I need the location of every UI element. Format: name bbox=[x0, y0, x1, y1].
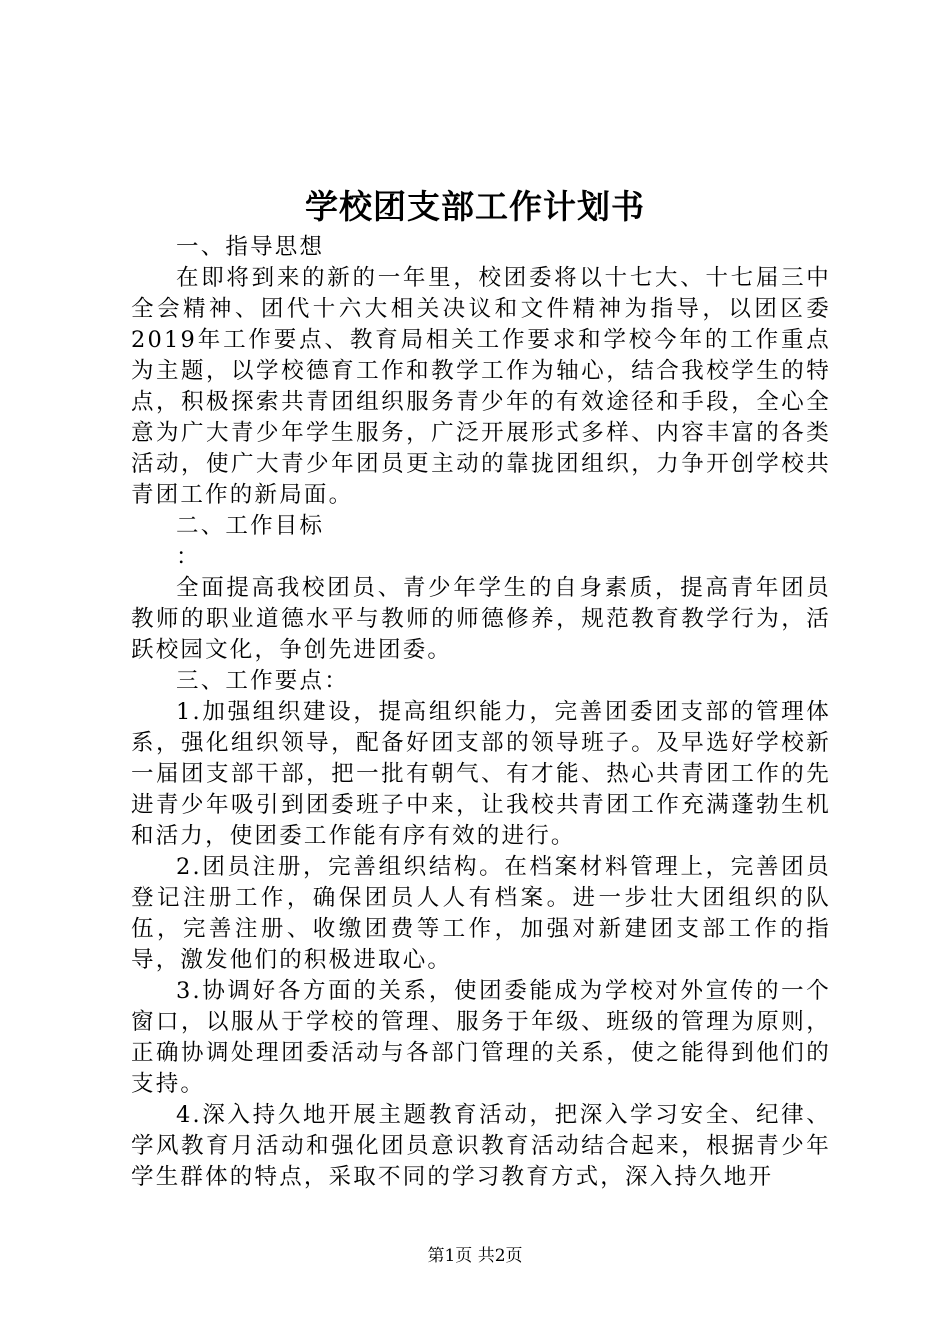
section-heading-guiding-ideology: 一、指导思想 bbox=[176, 234, 325, 260]
paragraph-guiding-ideology: 在即将到来的新的一年里，校团委将以十七大、十七届三中全会精神、团代十六大相关决议和文件精神为指导，以团区委2019年工作要点、教育局相关工作要求和学校今年的工作重点为主题，以学校德育工作和教学工作为轴心，结合我校学生的特点，积极探索共青团组织服务青少年的有效途径和手段，全心全意为广大青少年学生服务，广泛开展形式多样、内容丰富的各类活动，使广大青少年团员更主动的靠拢团组织，力争开创学校共青团工作的新局面。 bbox=[131, 265, 831, 508]
paragraph-work-goals: 全面提高我校团员、青少年学生的自身素质，提高青年团员教师的职业道德水平与教师的师德修养，规范教育教学行为，活跃校园文化，争创先进团委。 bbox=[131, 575, 831, 663]
section-heading-work-points: 三、工作要点： bbox=[176, 668, 349, 694]
section-heading-work-goals: 二、工作目标 bbox=[176, 513, 325, 539]
paragraph-colon: ： bbox=[176, 544, 201, 570]
paragraph-point-2: 2.团员注册，完善组织结构。在档案材料管理上，完善团员登记注册工作，确保团员人人有档案。进一步壮大团组织的队伍，完善注册、收缴团费等工作，加强对新建团支部工作的指导，激发他们的积极进取心。 bbox=[131, 854, 831, 973]
document-body bbox=[131, 232, 831, 1193]
page-footer: 第1页 共2页 bbox=[427, 1246, 523, 1266]
paragraph-point-3: 3.协调好各方面的关系，使团委能成为学校对外宣传的一个窗口，以服从于学校的管理、服务于年级、班级的管理为原则，正确协调处理团委活动与各部门管理的关系，使之能得到他们的支持。 bbox=[131, 978, 831, 1097]
paragraph-point-1: 1.加强组织建设，提高组织能力，完善团委团支部的管理体系，强化组织领导，配备好团支部的领导班子。及早选好学校新一届团支部干部，把一批有朝气、有才能、热心共青团工作的先进青少年吸引到团委班子中来，让我校共青团工作充满蓬勃生机和活力，使团委工作能有序有效的进行。 bbox=[131, 699, 831, 849]
document-title: 学校团支部工作计划书 bbox=[305, 187, 645, 226]
paragraph-point-4: 4.深入持久地开展主题教育活动，把深入学习安全、纪律、学风教育月活动和强化团员意识教育活动结合起来，根据青少年学生群体的特点，采取不同的学习教育方式，深入持久地开 bbox=[131, 1102, 831, 1190]
